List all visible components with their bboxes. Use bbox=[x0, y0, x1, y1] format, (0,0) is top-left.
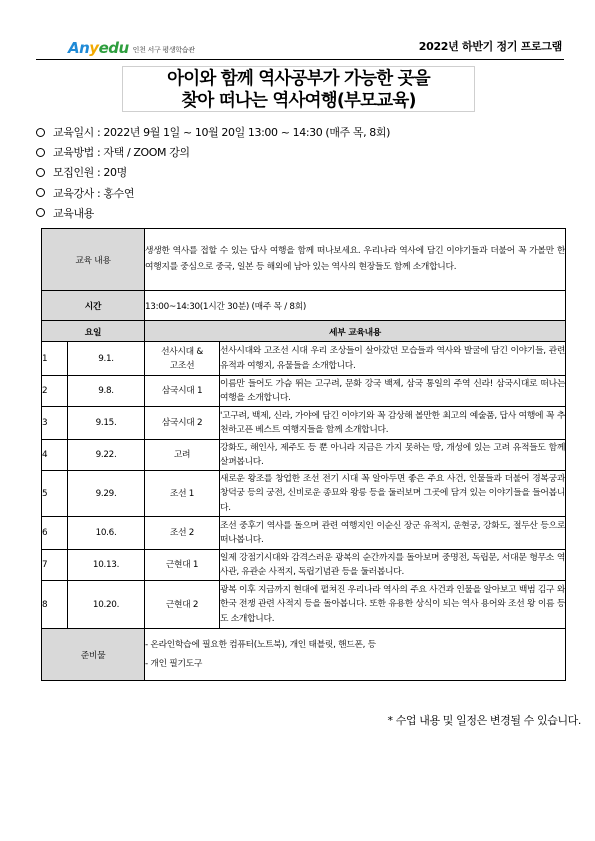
table-row: 8 10.20. 근현대 2 광복 이후 지금까지 현대에 펼쳐진 우리나라 역사의 주요 사건과 인물을 알아보고 백범 김구 와 한국 전쟁 관련 사적지 등을 돌아봅니다. 또한 유용한 상식이 되는 역사 용어와 조선 왕 이름 등도 소개합니다. bbox=[42, 581, 566, 629]
bullet-circle-icon bbox=[36, 128, 45, 137]
info-content: 교육내용 bbox=[36, 203, 566, 223]
intro-text: 생생한 역사를 접할 수 있는 답사 여행을 함께 떠나보세요. 우리나라 역사에 담긴 이야기들과 더불어 꼭 가볼만 한 여행지를 중심으로 중국, 일본 등 해외에 남아 있는 역사의 현장들도 함께 소개합니다. bbox=[145, 229, 566, 291]
table-row: 2 9.8. 삼국시대 1 이름만 들어도 가슴 뛰는 고구려, 문화 강국 백제, 삼국 통일의 주역 신라! 삼국시대로 떠나는 여행을 소개합니다. bbox=[42, 376, 566, 407]
table-row: 1 9.1. 선사시대 & 고조선 선사시대와 고조선 시대 우리 조상들이 살아갔던 모습들과 역사와 발굴에 담긴 이야기들, 관련 유적과 여행지, 유물들을 소개합니다. bbox=[42, 342, 566, 376]
info-method: 교육방법 : 자택 / ZOOM 강의 bbox=[36, 142, 566, 162]
intro-row bbox=[42, 229, 566, 291]
table-row: 4 9.22. 고려 강화도, 해인사, 제주도 등 뿐 아니라 지금은 가지 못하는 땅, 개성에 있는 고려 유적들도 함께 살펴봅니다. bbox=[42, 440, 566, 471]
prep-row bbox=[42, 629, 566, 681]
prep-label: 준비물 bbox=[42, 629, 145, 681]
bullet-circle-icon bbox=[36, 188, 45, 197]
course-info-list bbox=[36, 122, 566, 223]
time-label: 시간 bbox=[42, 291, 145, 321]
prep-item: - 온라인학습에 필요한 컴퓨터(노트북), 개인 태블릿, 핸드폰, 등 bbox=[145, 639, 376, 650]
info-instructor: 교육강사 : 홍수연 bbox=[36, 183, 566, 203]
document-title bbox=[122, 66, 475, 112]
footnote: * 수업 내용 및 일정은 변경될 수 있습니다. bbox=[387, 714, 581, 727]
page-header bbox=[36, 30, 564, 60]
logo-subtitle: 인천 서구 평생학습관 bbox=[132, 46, 195, 54]
table-row: 5 9.29. 조선 1 새로운 왕조를 창업한 조선 전기 시대 꼭 알아두면 좋은 주요 사건, 인물들과 더불어 경복궁과 창덕궁 등의 궁전, 신비로운 종묘와 왕릉 등을 둘러보며 그곳에 담겨 있는 이야기들을 들어봅니다. bbox=[42, 471, 566, 517]
table-row: 3 9.15. 삼국시대 2 '고구려, 백제, 신라, 가야에 담긴 이야기와 꼭 감상해 볼만한 최고의 예술품, 답사 여행에 꼭 추천하고픈 베스트 여행지들을 함께 소개합니다. bbox=[42, 407, 566, 440]
bullet-circle-icon bbox=[36, 208, 45, 217]
column-header-row bbox=[42, 321, 566, 342]
prep-item: - 개인 필기도구 bbox=[145, 658, 203, 669]
bullet-circle-icon bbox=[36, 168, 45, 177]
schedule-table bbox=[41, 228, 566, 681]
title-line-2: 찾아 떠나는 역사여행(부모교육) bbox=[181, 91, 416, 111]
time-row bbox=[42, 291, 566, 321]
time-text: 13:00~14:30(1시간 30분) (매주 목 / 8회) bbox=[145, 291, 566, 321]
detail-header: 세부 교육내용 bbox=[145, 321, 566, 342]
day-header: 요일 bbox=[42, 321, 145, 342]
program-label: 2022년 하반기 정기 프로그램 bbox=[418, 40, 562, 53]
title-line-1: 아이와 함께 역사공부가 가능한 곳을 bbox=[167, 69, 430, 89]
anyedu-logo bbox=[68, 37, 195, 59]
info-capacity: 모집인원 : 20명 bbox=[36, 162, 566, 182]
intro-label: 교육 내용 bbox=[42, 229, 145, 291]
prep-list bbox=[145, 629, 566, 681]
table-row: 7 10.13. 근현대 1 일제 강점기시대와 감격스러운 광복의 순간까지를 돌아보며 중명전, 독립문, 서대문 형무소 역사관, 유관순 사적지, 독립기념관 등을 둘러봅니다. bbox=[42, 550, 566, 581]
logo-wordmark: Anyedu bbox=[68, 39, 129, 57]
bullet-circle-icon bbox=[36, 148, 45, 157]
table-row: 6 10.6. 조선 2 조선 중후기 역사를 돌으며 관련 여행지인 이순신 장군 유적지, 운현궁, 강화도, 절두산 등으로 떠나봅니다. bbox=[42, 517, 566, 550]
info-date: 교육일시 : 2022년 9월 1일 ~ 10월 20일 13:00 ~ 14:30 (매주 목, 8회) bbox=[36, 122, 566, 142]
